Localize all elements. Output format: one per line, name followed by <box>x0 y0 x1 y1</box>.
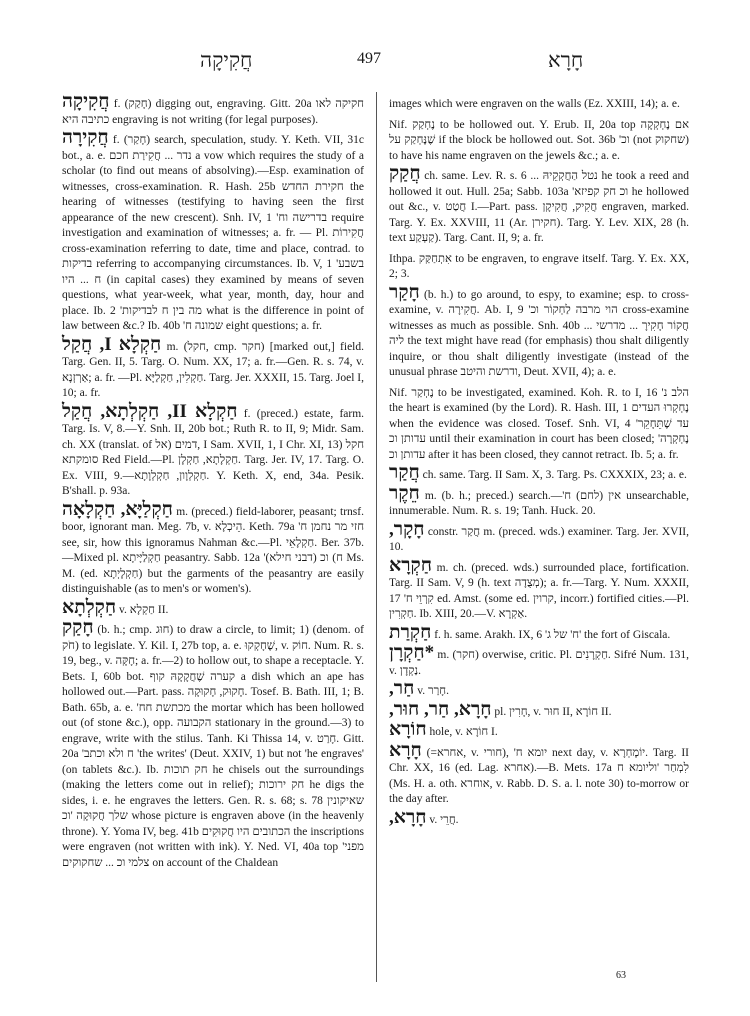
entry <box>389 482 689 520</box>
entry-text: f. h. same. Arakh. IX, 6 'ח' של ג' the fort of Giscala. <box>434 628 671 641</box>
entry-text: constr. חֲקַר m. (preced. wds.) examiner. Targ. Jer. XVII, 10. <box>389 525 689 553</box>
entry <box>62 400 365 500</box>
headword: חַקְרַת <box>389 621 432 643</box>
entry-text: images which were engraven on the walls (Ez. XXIII, 14); a. e. <box>389 98 680 110</box>
entry <box>389 698 689 721</box>
entry <box>62 333 365 402</box>
entry-text: pl. חָרִין, v. חוּר II, חוֹרָא II. <box>494 705 612 718</box>
entry <box>389 554 689 623</box>
headword: חָרָא, חַר, חוּר, <box>389 698 492 720</box>
headword: חֲקִיקָה <box>62 91 110 112</box>
signature-mark: 63 <box>616 970 626 981</box>
entry <box>389 281 690 381</box>
entry <box>389 642 689 679</box>
right-column <box>389 94 689 830</box>
entry-text: (b. h.; cmp. חוּג) to draw a circle, to limit; 1) (denom. of חֹק) to legislate. Y. Kil. I, 27b top, a. e. שֶׁחָקְקוּ, v. חוֹק. Num. R. s. 19, beg., v. חָקָּה; a. fr.—2) to hollow out, to shape a receptacle. Y. Bets. I, 60b bot. קערה שֶׁחֲקָקָהּ קוף a dish which an ape has hollowed out.—Part. pass. חָקוּק, חָקוּקָה. Tosef. B. Bath. III, 1; B. Bath. 65b, a. e. 'מכתשת חח the mortar which has been hollowed out (of stone &c.), opp. הקבועה stationary in the ground.—3) to engrave, write with the stilus. Tanh. Ki Thissa 14, v. חָרַט. Gitt. 20a 'ח ולא וכתב 'the writes' (Deut. XXIV, 1) but not 'he engraves' (on tablets &c.). Ib. חק תוכות he chisels out the surroundings (making the letters come out in relief); חק ירוכות he digs the sides, i. e. he engraves the letters. Gen. R. s. 68; s. 78 שאיקונין שלך חֲקוּקָה 'וכ whose picture is engraven above (in the heavenly throne). Y. Yoma IV, beg. 41b הכתובים היו חֲקוּקִים the inscriptions were engraven (not written with ink). Y. Ned. VI, 40a top 'מפני צלמי וכ ... שחקוקים on account of the Chaldean <box>62 624 365 869</box>
left-column <box>62 91 365 873</box>
entry <box>389 678 689 700</box>
header-left-guideword: חֲקִיקָה <box>200 48 253 72</box>
headword: חֲקִירָה <box>62 127 109 148</box>
headword: חֲקַק <box>389 163 421 184</box>
headword: חַקְלְתָא <box>62 596 117 618</box>
headword: חָקַר <box>389 281 420 303</box>
entry <box>62 596 364 619</box>
entry-text: f. (חָקַר) search, speculation, study. Y. Keth. VII, 31c bot., a. e. נדר ... חֲקִירַת חכם a vow which requires the study of a scholar (to find out means of absolving).—Esp. examination of witnesses, cross-examination. R. Hash. 25b חקירת החדש the hearing of witnesses (testifying to having seen the first appearance of the new crescent). Snh. IV, 1 'בדרישה וח require investigation and examination of witnesses; a. fr. — Pl. חֲקִירוֹת cross-examination referring to date, time and place, contrad. to בדיקות referring to accompanying circumstances. Ib. V, 1 'בשבע ח ... היו (in capital cases) they examined by means of seven questions, what year-week, what year, month, day, hour and place. Ib. 2 'מה בין ח לבדיקות what is the difference in point of law between &c.? Ib. 40b 'שמונה ח eight questions; a. fr. <box>62 134 364 332</box>
headword: חֵקֶר <box>389 482 420 504</box>
entry-text: f. (preced.) estate, farm. Targ. Is. V, 8.—Y. Snh. II, 20b bot.; Ruth R. to II, 9; Midr. Sam. ch. XX (translat. of אל) דמים, I Sam. XVII, 1, I Chr. XI, 13) חקל סומקתא Red Field.—Pl. חַקְלָתָא, חַקְלָן. Targ. Jer. IV, 17. Targ. O. Ex. VIII, 9.—חַקְלְוָון, חַקְלְוָתָא. Y. Keth. X, end, 34a. Pesik. B'shall. p. 93a. <box>62 407 365 497</box>
column-divider <box>376 92 377 982</box>
entry <box>62 127 364 335</box>
entry-text: f. (חָקַק) digging out, engraving. Gitt. 20a חקיקה לאו כתיבה היא engraving is not writing (for legal purposes). <box>62 98 364 126</box>
entry <box>389 806 689 829</box>
headword: חָרָא <box>389 739 422 761</box>
entry <box>62 617 365 871</box>
headword: חַר, <box>389 678 415 699</box>
entry <box>62 91 364 128</box>
entry <box>389 518 689 556</box>
headword: חַקְלָא II, חַקְלְתָא, חֲקַל <box>62 400 238 422</box>
headword: חַקְרָא <box>389 554 432 576</box>
headword: חָקַק <box>62 617 94 638</box>
headword: חַקְלָא I, חֲקַל <box>62 333 162 355</box>
entry-text: Ithpa. אִתְחַקַּק to be engraven, to engrave itself. Targ. Y. Ex. XX, 2; 3. <box>389 252 689 280</box>
entry <box>389 739 690 808</box>
entry <box>389 115 689 165</box>
entry-text: hole, v. חוֹרָא I. <box>429 726 498 738</box>
entry-text: ch. same. Targ. II Sam. X, 3. Targ. Ps. CXXXIX, 23; a. e. <box>422 469 687 481</box>
entry-text: m. (חקר) overwise, critic. Pl. חַקְרָנִים. Sifré Num. 131, v. נַקְדָן. <box>389 649 689 677</box>
headword: *חַקְרָן <box>389 642 435 663</box>
entry-text: (b. h.) to go around, to espy, to examine; esp. to cross-examine, v. חֲקִירָה. Ab. I, 9 'הוי מרבה לַחְקוֹר וכ cross-examine witnesses as much as possible. Snh. 40b ... חֲקוֹר חָקִירָ ... מדרשי ליה the text might have read (for emphasis) thou shalt diligently inquire, or thou shalt diligently investigate (instead of the unusual phrase ודרשת והיטב, Deut. XVII, 4); a. e. <box>389 288 690 378</box>
entry-text: ch. same. Lev. R. s. 6 ... נטל הַחֲקְקֵיהּ he took a reed and hollowed it out. Hull. 25a; Sabb. 103a 'וכ חק קפיזא he hollowed out &c., v. חֲטַט I.—Part. pass. חֲקִיק, חֲקִיקָן engraven, marked. Targ. Y. Ex. XXVIII, 11 (Ar. חקירן). Targ. Y. Lev. XIX, 28 (h. text קַעְקַע). Targ. Cant. II, 9; a. fr. <box>389 170 690 244</box>
headword: חַקְלַיָּא, חַקְלָאָה <box>62 498 173 520</box>
entry <box>389 94 689 113</box>
entry <box>389 719 689 741</box>
entry-text: v. חַקְלָא II. <box>118 603 169 616</box>
entry <box>389 621 689 644</box>
entry-text: m. (b. h.; preced.) search.—'אין (לחם) ח unsearchable, innumerable. Num. R. s. 19; Tanh. Huck. 20. <box>389 489 689 517</box>
entry-text: (=אחרא, v. חורי), 'יומא ח next day, v. יוֹמָחְרָא. Targ. II Chr. XX, 16 (ed. Lag. אחרא).—B. Mets. 17a לִמְחַר 'וליומא ח (Ms. H. a. oth. אוחרא, v. Rabb. D. S. a. l. note 30) to-morrow or the day after. <box>389 746 690 805</box>
entry-text: Nif. נֶחְקַק to be hollowed out. Y. Erub. II, 20a top אם נֶחְקְקָה שֶׁנֶּחְקַק על if the block be hollowed out. Sot. 36b 'וכ (not שחקוק) to have his name engraven on the jewels &c.; a. e. <box>389 118 689 162</box>
entry <box>389 249 689 283</box>
entry-text: m. ch. (preced. wds.) surrounded place, fortification. Targ. II Sam. V, 9 (h. text מְצֻדָה); a. fr.—Targ. Y. Num. XXXII, 17 'קִרְוֵי ח ed. Amst. (some ed. קרוין, incorr.) fortified cities.—Pl. חַקְרִין. Ib. XIII, 20.—V. אַקְרָא. <box>389 561 689 620</box>
running-header <box>0 48 750 74</box>
entry-text: v. חֲרֵי. <box>429 813 459 826</box>
entry-text: v. חָרַר. <box>417 685 449 697</box>
headword: חוֹרָא <box>389 719 427 740</box>
page-number: 497 <box>357 50 381 67</box>
headword: חָקָר, <box>389 518 425 540</box>
headword: חֲקַר <box>389 462 420 483</box>
entry <box>389 163 690 247</box>
entry-text: Nif. נֶחְקַר to be investigated, examined. Koh. R. to I, 16 'הלב נ the heart is examined (by the Lord). R. Hash. III, 1 נֶחְקְרוּ העדים when the evidence was closed. Tosef. Snh. VI, 4 'עד שֶׁתֵּחָקֵר עדותן וכ until their examination in court has been closed; 'נֶחְקְרָה עדותן וכ after it has been closed, they cannot retract. Ib. 5; a. fr. <box>389 386 689 461</box>
entry-text: m. (preced.) field-laborer, peasant; trnsf. boor, ignorant man. Meg. 7b, v. הֵיכְלָא. Keth. 79a 'חזי מר נחמן ח see, sir, how this ignoramus Nahman &c.—Pl. חַקְלָאֵי. Ber. 37b.—Mixed pl. חַקְלַיָּיתָא peasantry. Sabb. 12a 'ח) וכ (דבני חילא) Ms. M. (ed. חַקְלָיְתָא) but the garments of the peasantry are easily distinguishable (as to men's or women's). <box>62 505 364 595</box>
entry-text: m. (חקל, cmp. חקר) [marked out,] field. Targ. Gen. II, 5. Targ. O. Num. XX, 17; a. fr.—Gen. R. s. 74, v. אַרְזְנָא; a. fr. —Pl. חַקְלִין, חַקְלַיָּא. Targ. Jer. XXXII, 15. Targ. Joel I, 10; a. fr. <box>62 340 365 399</box>
header-right-guideword: חָרָא <box>548 48 584 72</box>
entry <box>389 462 689 484</box>
entry <box>62 498 364 598</box>
headword: חָרָא, <box>389 806 427 828</box>
entry <box>389 383 689 464</box>
